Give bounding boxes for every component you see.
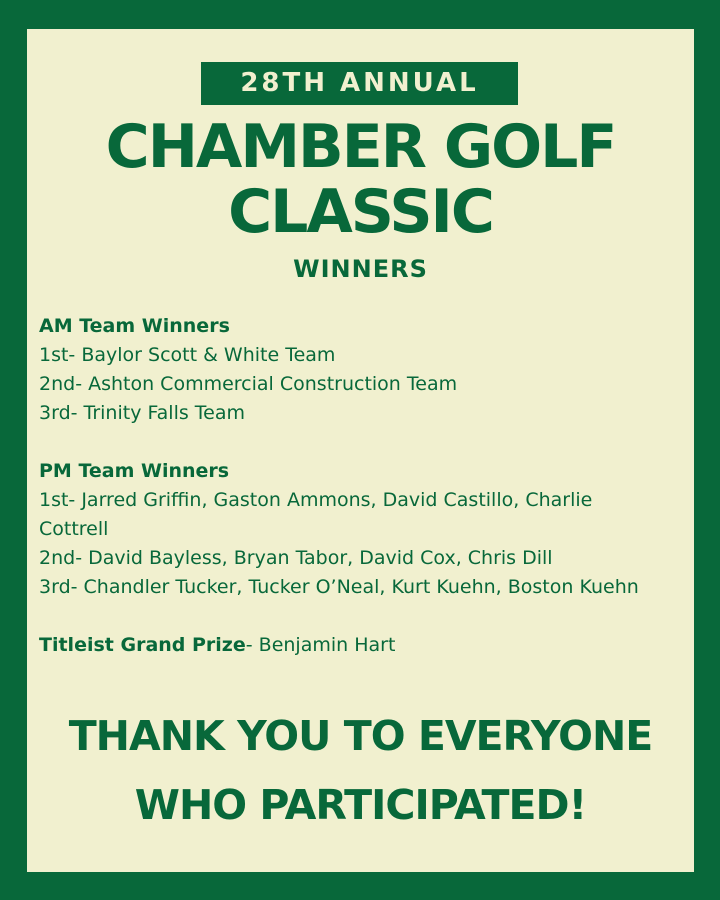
am-second-place: 2nd- Ashton Commercial Construction Team: [39, 373, 458, 395]
grand-prize-label: Titleist Grand Prize: [39, 634, 246, 656]
pm-first-place: 1st- Jarred Griffin, Gaston Ammons, David Castillo, Charlie Cottrell: [39, 489, 593, 540]
anniversary-badge: 28TH ANNUAL: [201, 62, 518, 105]
grand-prize-line: [39, 631, 679, 660]
event-title-line-2: CLASSIC: [228, 177, 493, 247]
am-third-place: 3rd- Trinity Falls Team: [39, 402, 246, 424]
section-spacer: [39, 602, 679, 631]
pm-second-place: 2nd- David Bayless, Bryan Tabor, David Cox, Chris Dill: [39, 547, 553, 569]
event-title-line-1: CHAMBER GOLF: [105, 112, 616, 182]
thank-you-line-1: THANK YOU TO EVERYONE: [68, 712, 653, 760]
am-first-place: 1st- Baylor Scott & White Team: [39, 344, 336, 366]
winners-list: [39, 312, 679, 660]
thank-you-line-2: WHO PARTICIPATED!: [134, 781, 587, 829]
section-spacer: [39, 428, 679, 457]
winners-subtitle: WINNERS: [293, 255, 428, 283]
am-team-heading: AM Team Winners: [39, 315, 230, 337]
grand-prize-winner: - Benjamin Hart: [245, 634, 396, 656]
pm-team-heading: PM Team Winners: [39, 460, 230, 482]
pm-third-place: 3rd- Chandler Tucker, Tucker O’Neal, Kurt Kuehn, Boston Kuehn: [39, 576, 639, 598]
